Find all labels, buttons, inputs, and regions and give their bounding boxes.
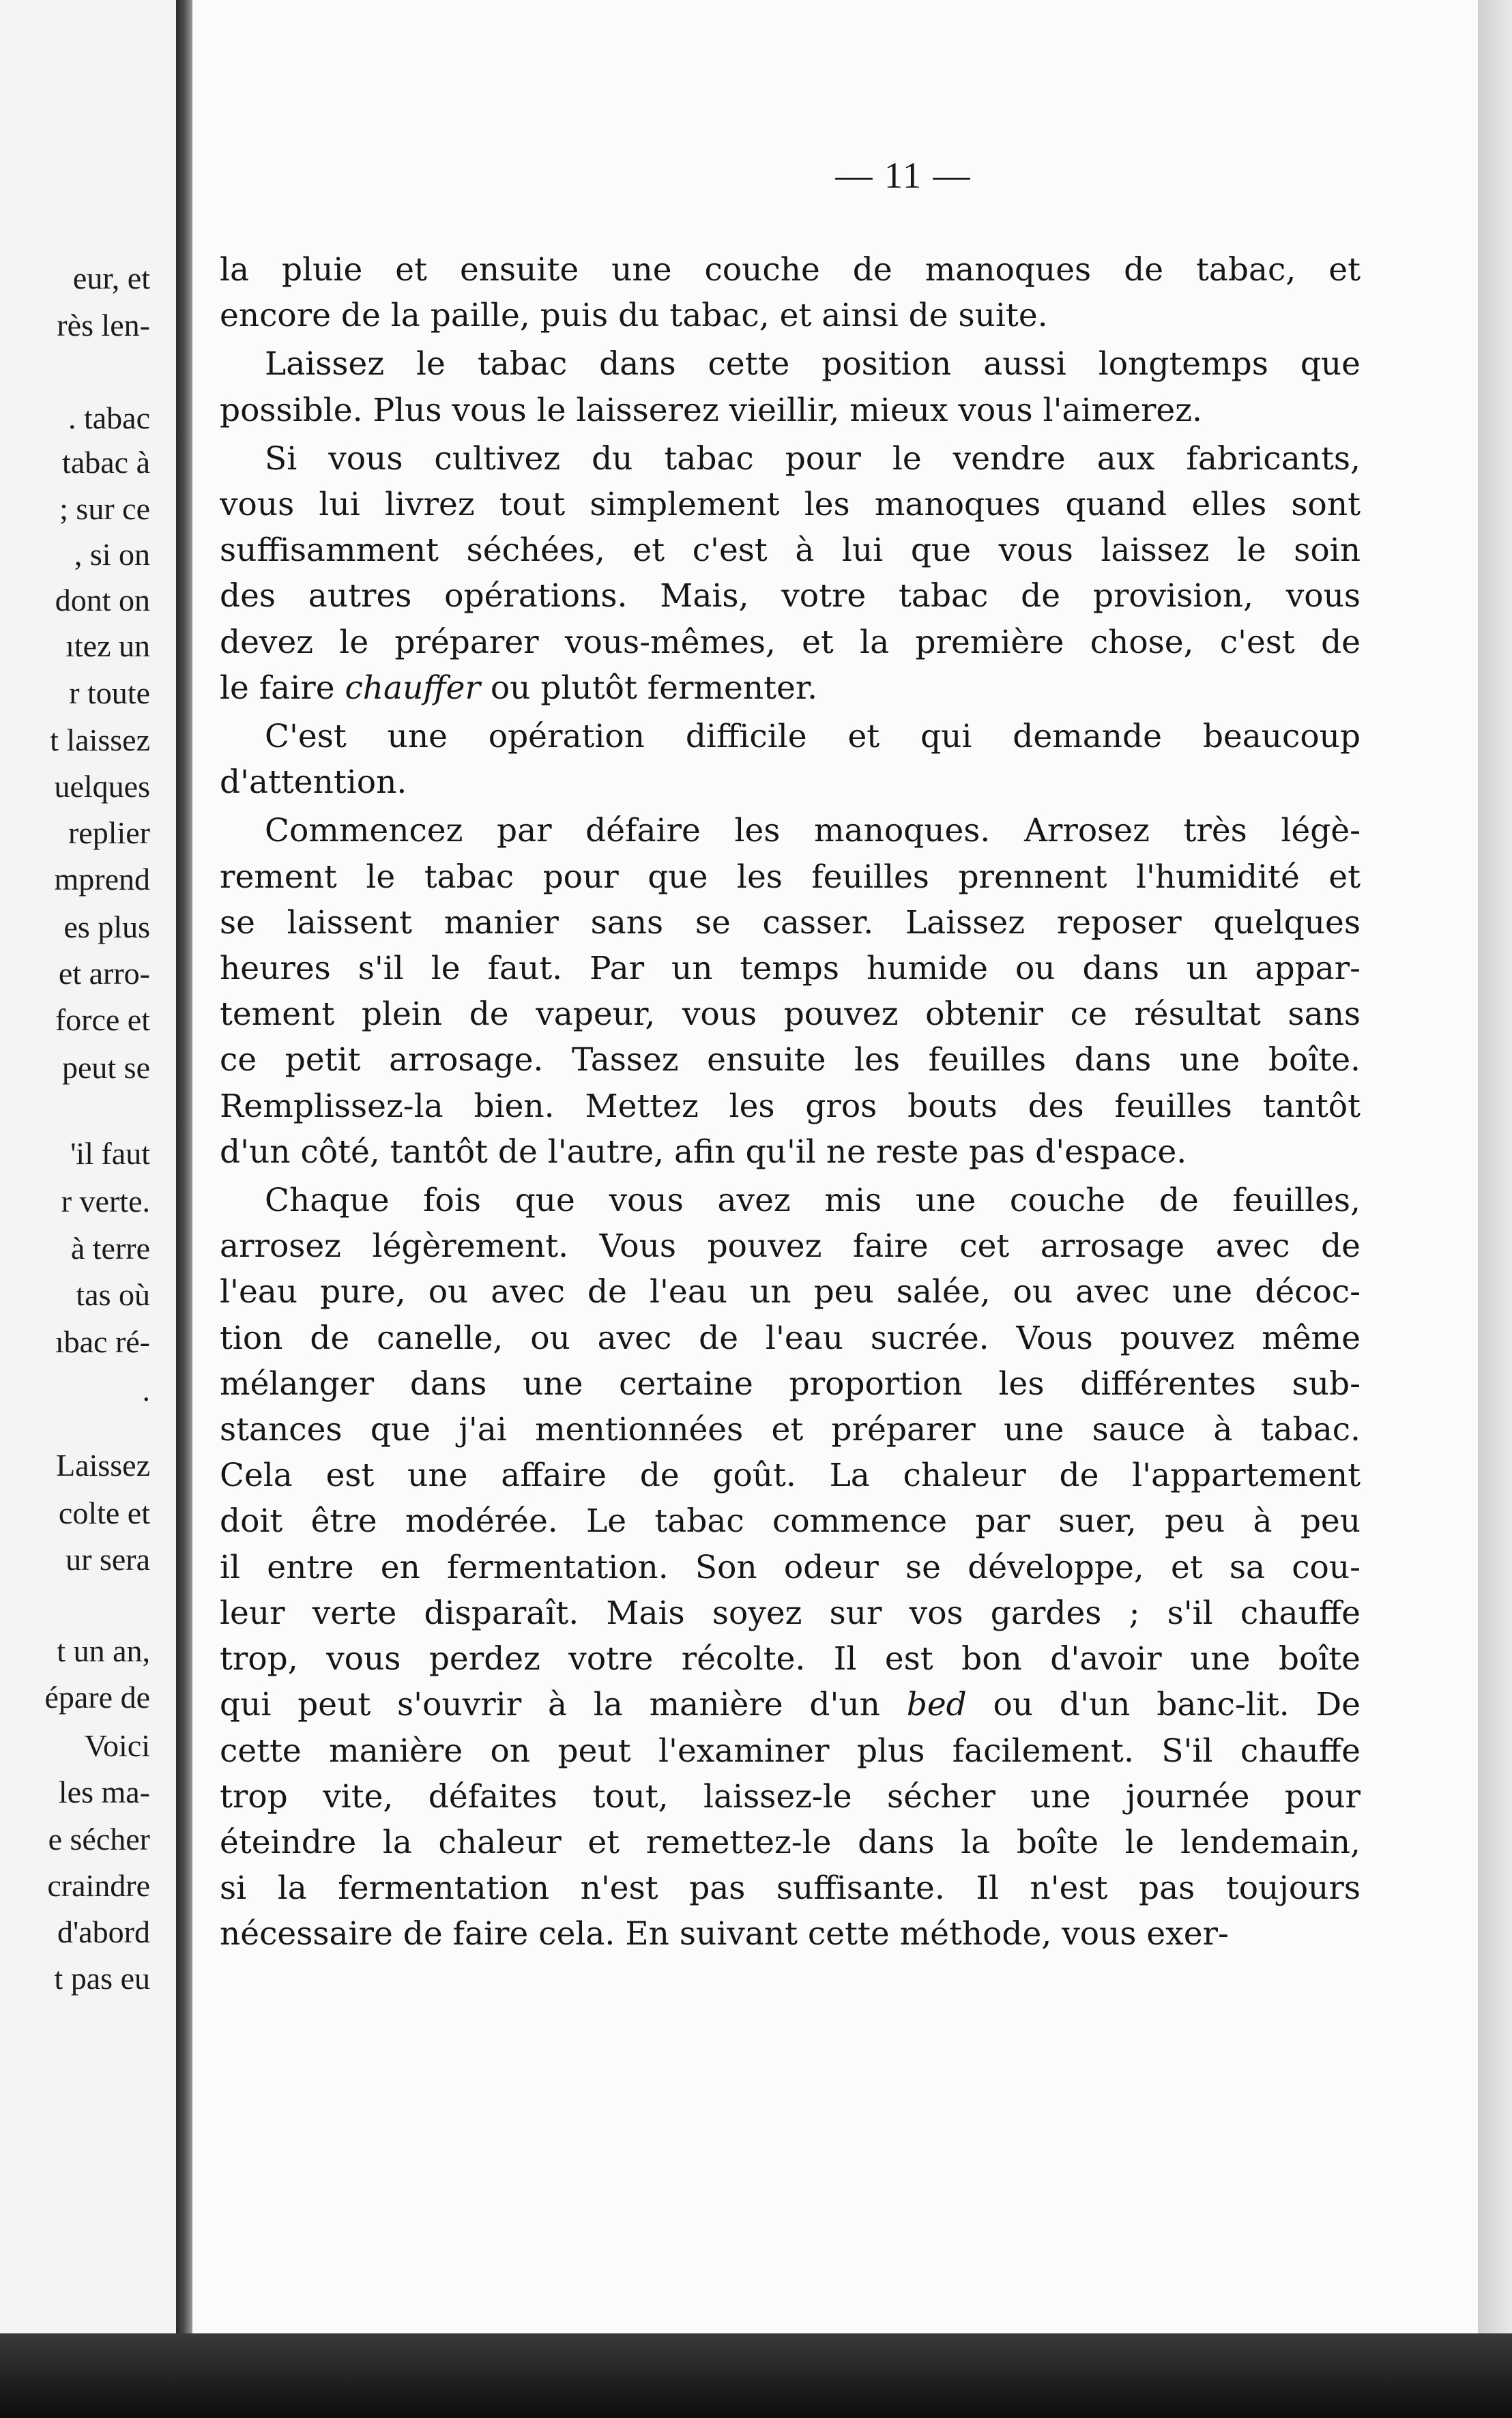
page-edge-bottom xyxy=(0,2333,1512,2418)
facing-page-line: craindre xyxy=(47,1868,150,1903)
facing-page-line: et arro- xyxy=(58,956,150,991)
facing-page-line: r verte. xyxy=(61,1184,150,1219)
text-line: C'est une opération difficile et qui demande beaucoup xyxy=(265,718,1361,756)
text-line: stances que j'ai mentionnées et préparer une sauce à tabac. xyxy=(220,1411,1361,1449)
facing-page-line: eur, et xyxy=(72,261,150,295)
facing-page-line: tabac à xyxy=(62,445,150,480)
text-line: Remplissez-la bien. Mettez les gros bouts des feuilles tantôt xyxy=(220,1087,1361,1125)
text-line: Cela est une affaire de goût. La chaleur de l'appartement xyxy=(220,1457,1361,1495)
text-line: ce petit arrosage. Tassez ensuite les feuilles dans une boîte. xyxy=(220,1041,1361,1079)
text-line: éteindre la chaleur et remettez-le dans la boîte le lendemain, xyxy=(220,1823,1361,1861)
book-gutter xyxy=(176,0,192,2418)
text-line: l'eau pure, ou avec de l'eau un peu salée, ou avec une décoc- xyxy=(220,1273,1361,1311)
facing-page-line: ; sur ce xyxy=(59,491,150,526)
page-number: — 11 — xyxy=(835,155,972,196)
text-line: le faire chauffer ou plutôt fermenter. xyxy=(220,669,818,707)
facing-page-line: ur sera xyxy=(66,1542,150,1577)
facing-page-line: . xyxy=(142,1373,150,1408)
text-line: Chaque fois que vous avez mis une couche de feuilles, xyxy=(265,1182,1361,1220)
facing-page-line: peut se xyxy=(61,1050,150,1085)
text-line: arrosez légèrement. Vous pouvez faire cet arrosage avec de xyxy=(220,1227,1361,1266)
facing-page-line: es plus xyxy=(63,909,150,944)
text-line: se laissent manier sans se casser. Laissez reposer quelques xyxy=(220,903,1361,942)
paragraph xyxy=(220,808,1361,1175)
facing-page-line: replier xyxy=(68,815,150,850)
text-line: heures s'il le faut. Par un temps humide ou dans un appar- xyxy=(220,950,1361,988)
text-line: qui peut s'ouvrir à la manière d'un bed ou d'un banc-lit. De xyxy=(220,1686,1361,1724)
facing-page-line: rès len- xyxy=(57,308,150,343)
text-line: Laissez le tabac dans cette position aussi longtemps que xyxy=(265,345,1361,383)
text-line: si la fermentation n'est pas suffisante. Il n'est pas toujours xyxy=(220,1869,1361,1908)
text-line: Commencez par défaire les manoques. Arrosez très légè- xyxy=(265,812,1361,850)
text-line: trop, vous perdez votre récolte. Il est bon d'avoir une boîte xyxy=(220,1640,1361,1678)
facing-page-line: Laissez xyxy=(56,1448,150,1483)
text-line: vous lui livrez tout simplement les manoques quand elles sont xyxy=(220,486,1361,524)
text-line: cette manière on peut l'examiner plus facilement. S'il chauffe xyxy=(220,1732,1361,1770)
facing-page-line: t pas eu xyxy=(54,1961,150,1996)
facing-page-line: force et xyxy=(55,1002,150,1037)
text-line: suffisamment séchées, et c'est à lui que vous laissez le soin xyxy=(220,531,1361,570)
text-line: nécessaire de faire cela. En suivant cette méthode, vous exer- xyxy=(220,1915,1229,1953)
facing-page-line: les ma- xyxy=(58,1775,150,1809)
text-line: devez le préparer vous-mêmes, et la première chose, c'est de xyxy=(220,623,1361,661)
text-line: la pluie et ensuite une couche de manoques de tabac, et xyxy=(220,251,1361,289)
text-line: mélanger dans une certaine proportion les différentes sub- xyxy=(220,1365,1361,1403)
facing-page-line: à terre xyxy=(70,1231,150,1266)
text-line: il entre en fermentation. Son odeur se développe, et sa cou- xyxy=(220,1548,1361,1586)
text-line: leur verte disparaît. Mais soyez sur vos gardes ; s'il chauffe xyxy=(220,1594,1361,1632)
paragraph xyxy=(220,436,1361,711)
facing-page-line: 'il faut xyxy=(70,1136,150,1171)
text-line: doit être modérée. Le tabac commence par suer, peu à peu xyxy=(220,1502,1361,1541)
facing-page-line: ıtez un xyxy=(66,628,150,663)
facing-page-line: uelques xyxy=(54,769,150,804)
text-line: encore de la paille, puis du tabac, et ainsi de suite. xyxy=(220,297,1048,335)
page-edge-right xyxy=(1478,0,1512,2418)
facing-page-line: , si on xyxy=(74,537,150,572)
text-line: trop vite, défaites tout, laissez-le sécher une journée pour xyxy=(220,1777,1361,1816)
facing-page-line: t laissez xyxy=(50,723,150,757)
main-page xyxy=(192,0,1478,2333)
facing-page-line: mprend xyxy=(54,862,150,897)
paragraph xyxy=(220,341,1361,433)
body-text xyxy=(220,247,1361,1960)
facing-page-line: ıbac ré- xyxy=(55,1324,150,1359)
paragraph xyxy=(220,714,1361,805)
text-line: tion de canelle, ou avec de l'eau sucrée. Vous pouvez même xyxy=(220,1319,1361,1357)
paragraph xyxy=(220,247,1361,338)
paragraph xyxy=(220,1178,1361,1957)
facing-page-line: . tabac xyxy=(68,400,150,435)
text-line: rement le tabac pour que les feuilles prennent l'humidité et xyxy=(220,858,1361,896)
text-line: tement plein de vapeur, vous pouvez obtenir ce résultat sans xyxy=(220,995,1361,1034)
facing-page-line: e sécher xyxy=(48,1822,150,1856)
text-line: possible. Plus vous le laisserez vieillir, mieux vous l'aimerez. xyxy=(220,391,1202,429)
facing-page-line: r toute xyxy=(69,675,150,710)
text-line: Si vous cultivez du tabac pour le vendre aux fabricants, xyxy=(265,439,1361,478)
facing-page-line: dont on xyxy=(55,583,150,617)
text-line: d'attention. xyxy=(220,763,407,802)
facing-page-fragment xyxy=(0,0,176,2368)
facing-page-line: Voici xyxy=(84,1728,150,1763)
facing-page-line: tas où xyxy=(76,1277,150,1312)
facing-page-line: t un an, xyxy=(57,1633,150,1668)
facing-page-line: colte et xyxy=(58,1496,150,1530)
facing-page-line: d'abord xyxy=(57,1914,150,1949)
text-line: des autres opérations. Mais, votre tabac de provision, vous xyxy=(220,577,1361,615)
text-line: d'un côté, tantôt de l'autre, afin qu'il ne reste pas d'espace. xyxy=(220,1133,1187,1171)
facing-page-line: épare de xyxy=(44,1680,150,1715)
